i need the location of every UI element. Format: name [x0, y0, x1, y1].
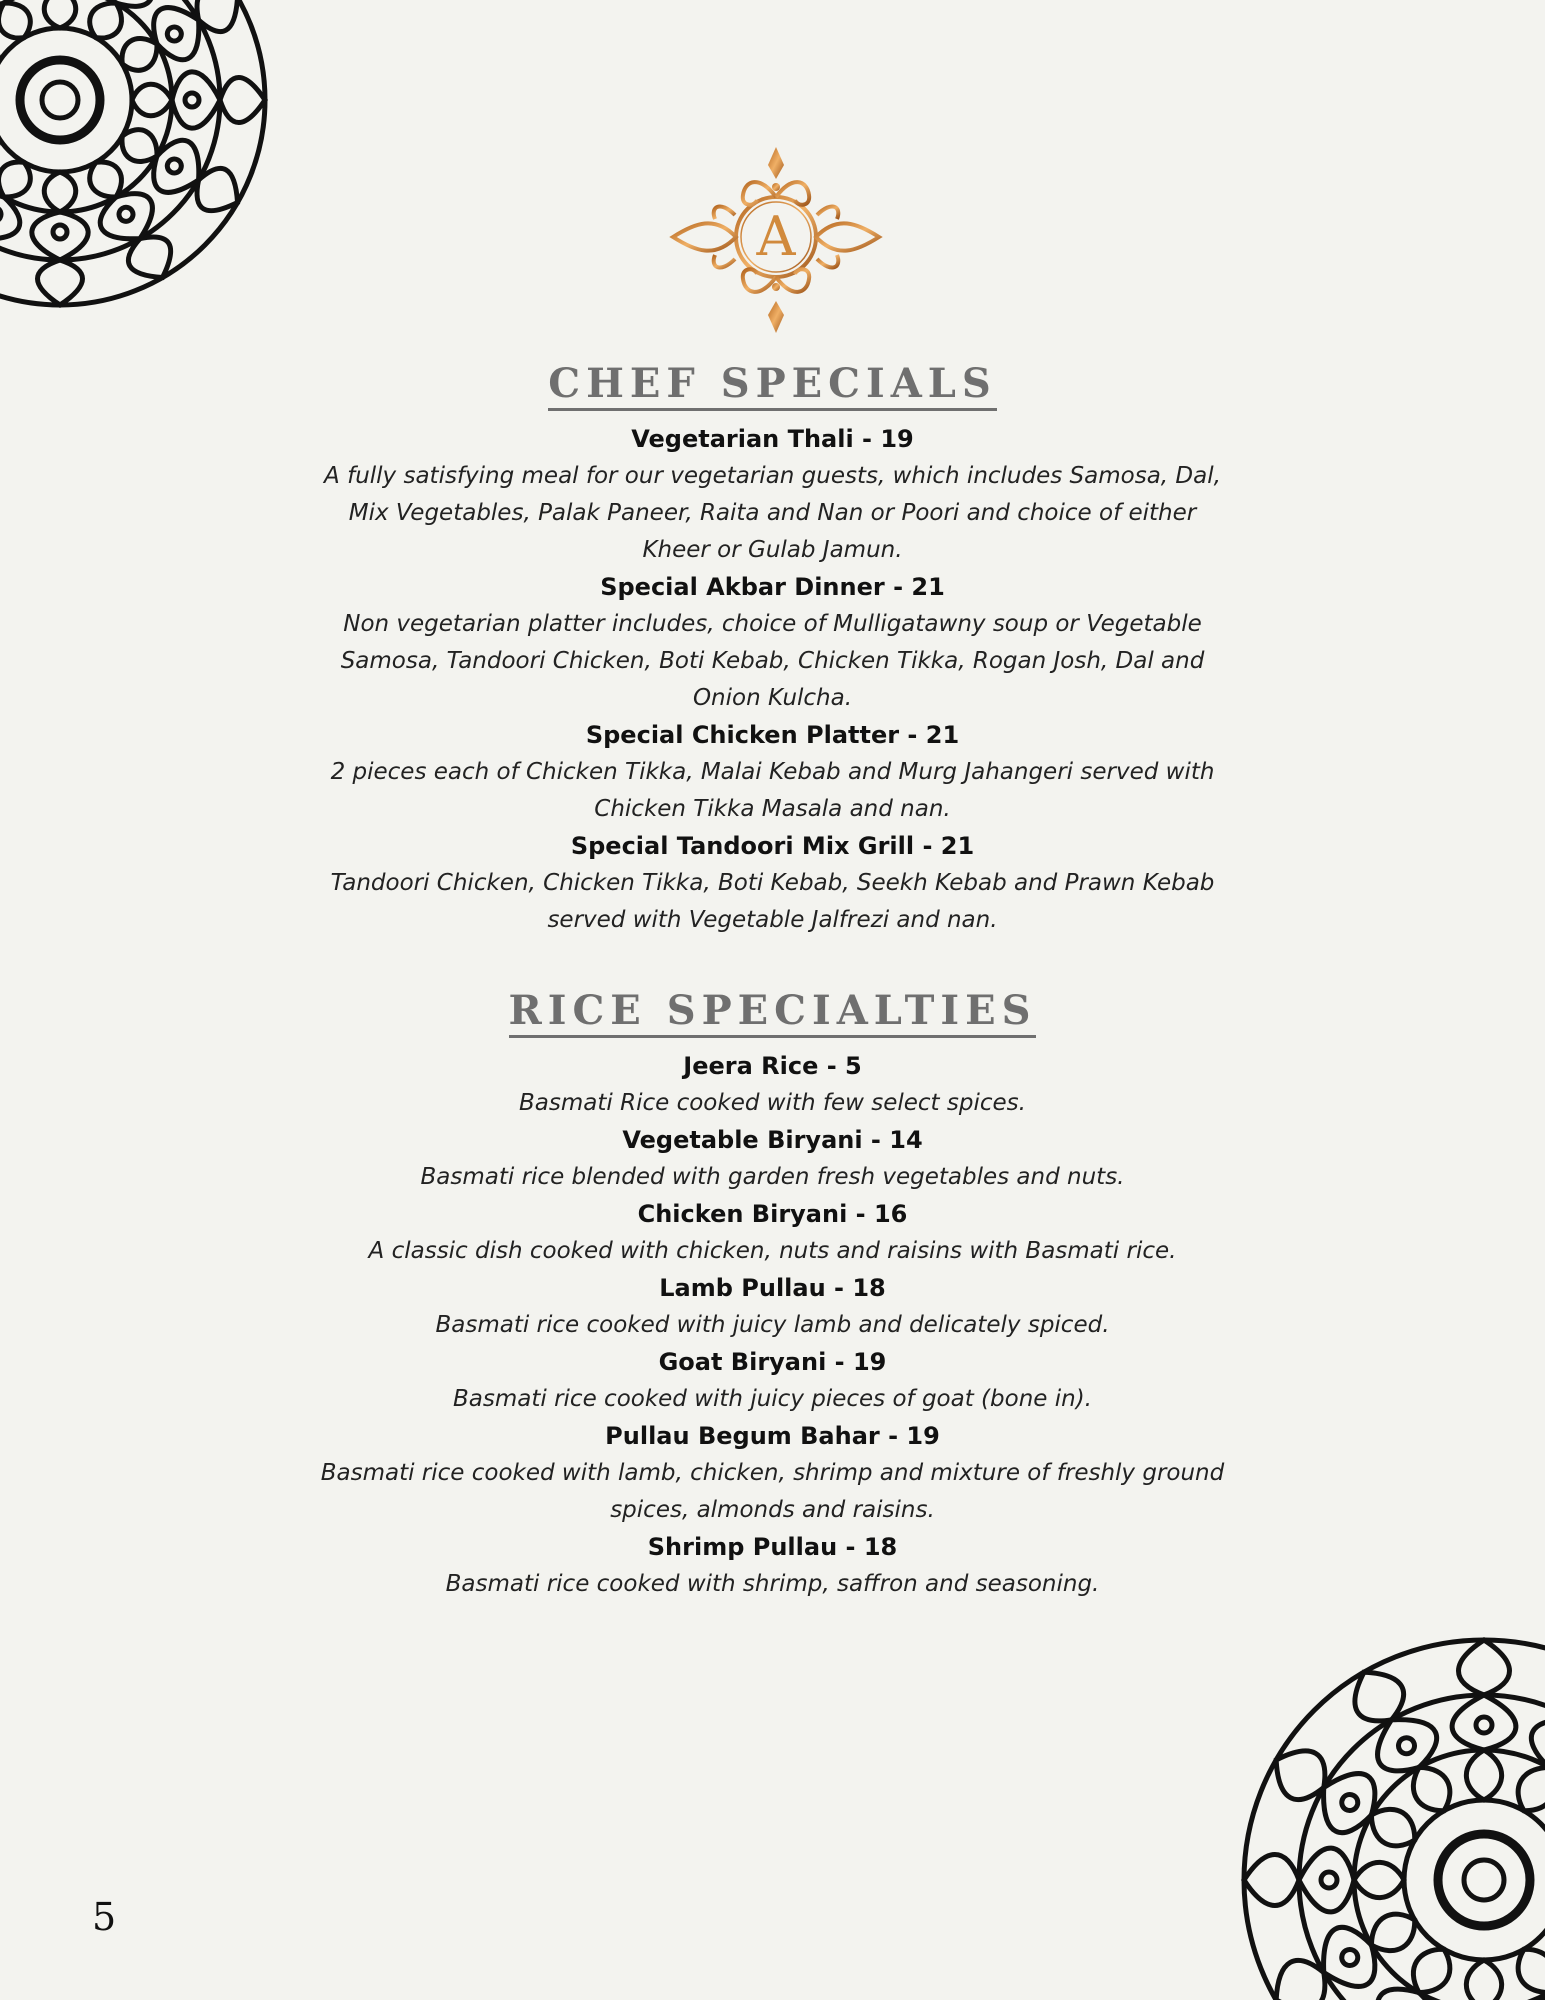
menu-item-description: Basmati Rice cooked with few select spices. [519, 1090, 1026, 1116]
menu-item-description: A classic dish cooked with chicken, nuts and raisins with Basmati rice. [368, 1238, 1177, 1264]
menu-item-name: Vegetable Biryani - 14 [622, 1126, 923, 1154]
chef-specials-list [300, 421, 1245, 939]
menu-item [300, 1048, 1245, 1122]
menu-item-description: Non vegetarian platter includes, choice of Mulligatawny soup or Vegetable Samosa, Tandoori Chicken, Boti Kebab, Chicken Tikka, Rogan Josh, Dal and Onion Kulcha. [340, 611, 1205, 711]
menu-item-name: Jeera Rice - 5 [683, 1052, 862, 1080]
menu-item [300, 1344, 1245, 1418]
menu-content [300, 360, 1245, 1603]
menu-item-description: Tandoori Chicken, Chicken Tikka, Boti Kebab, Seekh Kebab and Prawn Kebab served with Vegetable Jalfrezi and nan. [330, 870, 1215, 933]
menu-item-description: 2 pieces each of Chicken Tikka, Malai Kebab and Murg Jahangeri served with Chicken Tikka Masala and nan. [330, 759, 1215, 822]
chef-specials-section [300, 360, 1245, 939]
section-title-chef-specials: CHEF SPECIALS [548, 360, 997, 411]
rice-specialties-list [300, 1048, 1245, 1603]
menu-item [300, 1270, 1245, 1344]
menu-item [300, 1122, 1245, 1196]
menu-item [300, 1418, 1245, 1529]
menu-item-name: Special Chicken Platter - 21 [585, 721, 960, 749]
page-number: 5 [92, 1895, 117, 1939]
menu-item-description: A fully satisfying meal for our vegetarian guests, which includes Samosa, Dal, Mix Vegetables, Palak Paneer, Raita and Nan or Poori and choice of either Kheer or Gulab Jamun. [324, 463, 1221, 563]
menu-item [300, 569, 1245, 717]
menu-item-name: Chicken Biryani - 16 [637, 1200, 908, 1228]
menu-item-name: Goat Biryani - 19 [658, 1348, 887, 1376]
menu-item-description: Basmati rice cooked with lamb, chicken, shrimp and mixture of freshly ground spices, almonds and raisins. [320, 1460, 1225, 1523]
menu-item-name: Vegetarian Thali - 19 [631, 425, 914, 453]
menu-item-name: Special Akbar Dinner - 21 [600, 573, 945, 601]
menu-item-description: Basmati rice cooked with juicy pieces of goat (bone in). [453, 1386, 1092, 1412]
mandala-ornament-bottom-right-icon [1234, 1620, 1545, 2000]
menu-item-name: Special Tandoori Mix Grill - 21 [570, 832, 975, 860]
menu-item [300, 828, 1245, 939]
menu-item-name: Pullau Begum Bahar - 19 [605, 1422, 940, 1450]
menu-item [300, 1196, 1245, 1270]
mandala-ornament-top-left-icon [0, 0, 320, 360]
menu-item-name: Lamb Pullau - 18 [659, 1274, 886, 1302]
restaurant-logo [665, 145, 887, 335]
menu-item [300, 717, 1245, 828]
rice-specialties-section [300, 987, 1245, 1603]
section-title-rice-specialties: RICE SPECIALTIES [509, 987, 1037, 1038]
menu-item-description: Basmati rice cooked with shrimp, saffron and seasoning. [445, 1571, 1100, 1597]
logo-letter: A [756, 205, 796, 268]
menu-item [300, 421, 1245, 569]
menu-item-name: Shrimp Pullau - 18 [647, 1533, 898, 1561]
menu-item [300, 1529, 1245, 1603]
menu-item-description: Basmati rice cooked with juicy lamb and delicately spiced. [435, 1312, 1110, 1338]
menu-item-description: Basmati rice blended with garden fresh vegetables and nuts. [420, 1164, 1125, 1190]
